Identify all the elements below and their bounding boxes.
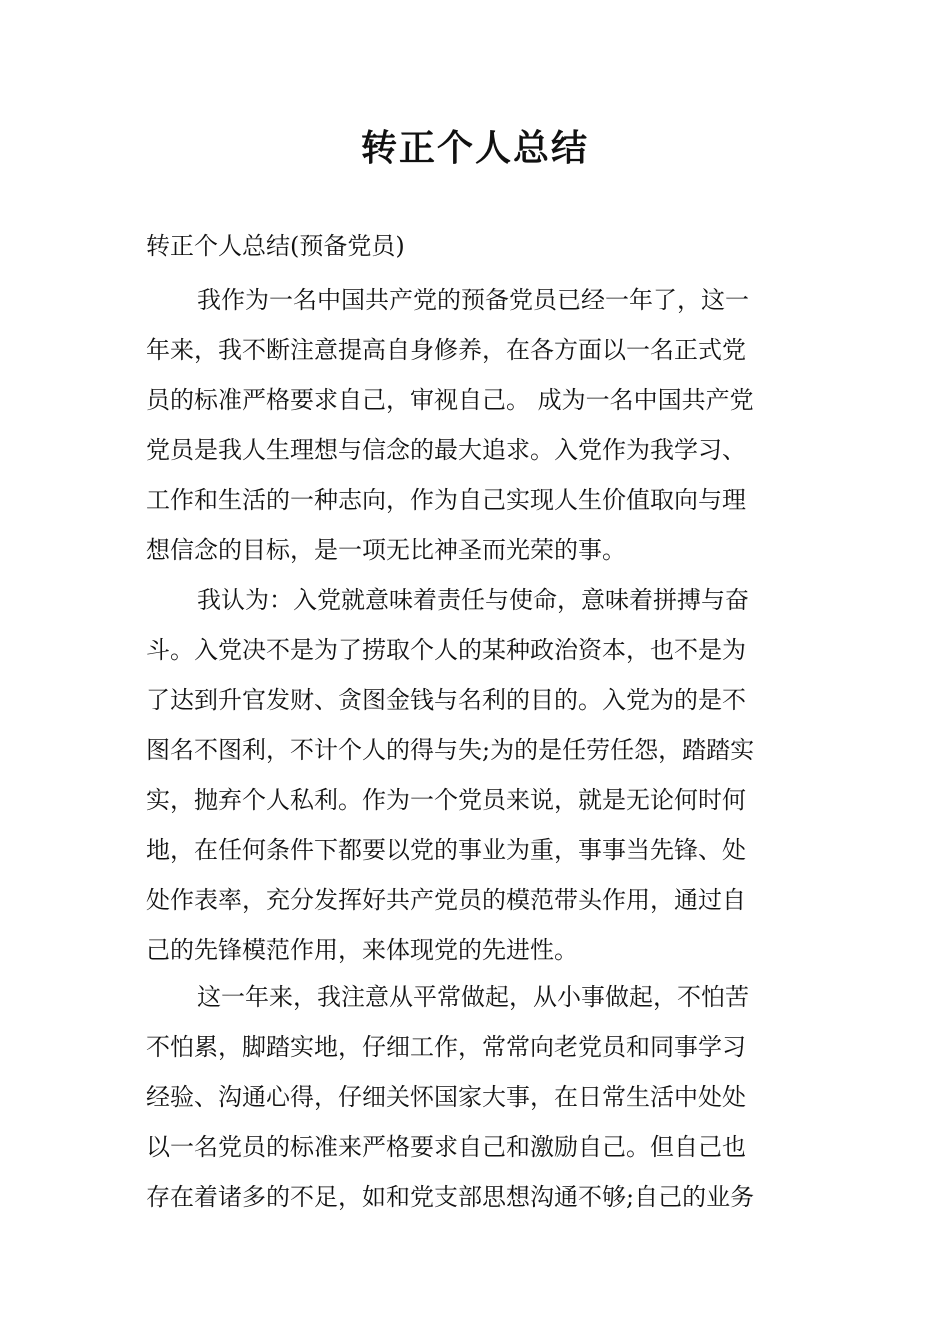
paragraph-line: 年来，我不断注意提高自身修养，在各方面以一名正式党 [146, 336, 746, 364]
paragraph-1 [146, 275, 806, 575]
paragraph-line: 图名不图利，不计个人的得与失;为的是任劳任怨，踏踏实 [146, 736, 755, 764]
paragraph-line: 以一名党员的标准来严格要求自己和激励自己。但自己也 [146, 1133, 746, 1161]
document-subtitle: 转正个人总结(预备党员) [146, 232, 405, 260]
paragraph-line: 工作和生活的一种志向，作为自己实现人生价值取向与理 [146, 486, 746, 514]
paragraph-line: 不怕累，脚踏实地，仔细工作，常常向老党员和同事学习 [146, 1033, 746, 1061]
paragraph-line: 党员是我人生理想与信念的最大追求。入党作为我学习、 [146, 436, 746, 464]
paragraph-2 [146, 575, 806, 975]
paragraph-line: 这一年来，我注意从平常做起，从小事做起，不怕苦 [197, 983, 749, 1011]
paragraph-line: 我作为一名中国共产党的预备党员已经一年了，这一 [197, 286, 749, 314]
paragraph-line: 存在着诸多的不足，如和党支部思想沟通不够;自己的业务 [146, 1183, 755, 1211]
paragraph-3 [146, 972, 806, 1222]
document-title: 转正个人总结 [360, 127, 589, 169]
paragraph-line: 经验、沟通心得，仔细关怀国家大事，在日常生活中处处 [146, 1083, 746, 1111]
paragraph-line: 地，在任何条件下都要以党的事业为重，事事当先锋、处 [146, 836, 746, 864]
paragraph-line: 员的标准严格要求自己，审视自己。 成为一名中国共产党 [146, 386, 754, 414]
paragraph-line: 斗。入党决不是为了捞取个人的某种政治资本，也不是为 [146, 636, 746, 664]
paragraph-line: 了达到升官发财、贪图金钱与名利的目的。入党为的是不 [146, 686, 746, 714]
paragraph-line: 我认为：入党就意味着责任与使命，意味着拼搏与奋 [197, 586, 749, 614]
paragraph-line: 想信念的目标，是一项无比神圣而光荣的事。 [146, 536, 626, 564]
paragraph-line: 处作表率，充分发挥好共产党员的模范带头作用，通过自 [146, 886, 746, 914]
paragraph-line: 实，抛弃个人私利。作为一个党员来说，就是无论何时何 [146, 786, 746, 814]
paragraph-line: 己的先锋模范作用，来体现党的先进性。 [146, 936, 578, 964]
